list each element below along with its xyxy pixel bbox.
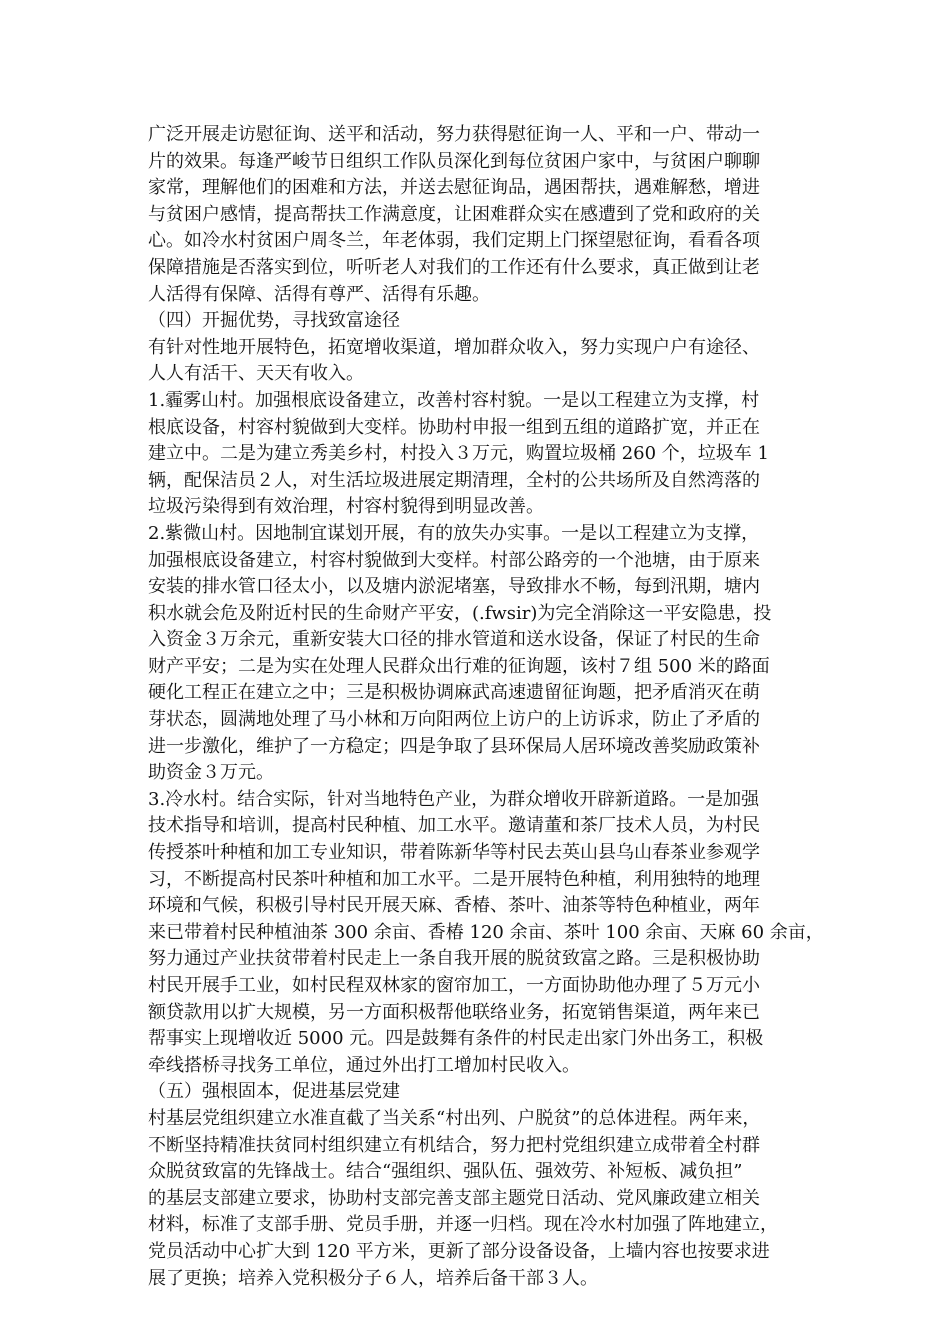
text-line: 与贫困户感情，提高帮扶工作满意度，让困难群众实在感遭到了党和政府的关 — [148, 203, 760, 225]
text-line: 来已带着村民种植油茶 300 余亩、香椿 120 余亩、茶叶 100 余亩、天麻 60 余亩， — [148, 921, 824, 943]
text-line: 垃圾污染得到有效治理，村容村貌得到明显改善。 — [148, 496, 544, 518]
text-line: 积水就会危及附近村民的生命财产平安，(.fwsir)为完全消除这一平安隐患，投 — [148, 602, 772, 624]
text-line: 根底设备，村容村貌做到大变样。协助村申报一组到五组的道路扩宽，并正在 — [148, 416, 760, 438]
text-line: 保障措施是否落实到位，听听老人对我们的工作还有什么要求，真正做到让老 — [148, 256, 760, 278]
text-line: 入资金３万余元，重新安装大口径的排水管道和送水设备，保证了村民的生命 — [148, 629, 760, 651]
text-line: 安装的排水管口径太小，以及塘内淤泥堵塞，导致排水不畅，每到汛期，塘内 — [148, 576, 760, 598]
text-line: 财产平安；二是为实在处理人民群众出行难的征询题，该村７组 500 米的路面 — [148, 655, 770, 677]
text-line: （四）开掘优势，寻找致富途径 — [148, 310, 400, 332]
text-line: 村基层党组织建立水准直截了当关系“村出列、户脱贫”的总体进程。两年来， — [148, 1107, 761, 1129]
text-line: 习，不断提高村民茶叶种植和加工水平。二是开展特色种植，利用独特的地理 — [148, 868, 760, 890]
text-line: 众脱贫致富的先锋战士。结合“强组织、强队伍、强效劳、补短板、减负担” — [148, 1161, 743, 1183]
text-line: 心。如冷水村贫困户周冬兰，年老体弱，我们定期上门探望慰征询，看看各项 — [148, 230, 760, 252]
text-line: 1.霾雾山村。加强根底设备建立，改善村容村貌。一是以工程建立为支撑，村 — [148, 389, 760, 411]
text-line: 人人有活干、天天有收入。 — [148, 363, 364, 385]
text-line: 环境和气候，积极引导村民开展天麻、香椿、茶叶、油茶等特色种植业，两年 — [148, 895, 760, 917]
text-line: 建立中。二是为建立秀美乡村，村投入３万元，购置垃圾桶 260 个，垃圾车 1 — [148, 443, 769, 465]
text-line: 努力通过产业扶贫带着村民走上一条自我开展的脱贫致富之路。三是积极协助 — [148, 948, 760, 970]
text-line: 广泛开展走访慰征询、送平和活动，努力获得慰征询一人、平和一户、带动一 — [148, 124, 760, 145]
text-line: 片的效果。每逢严峻节日组织工作队员深化到每位贫困户家中，与贫困户聊聊 — [148, 150, 760, 172]
text-line: （五）强根固本，促进基层党建 — [148, 1081, 400, 1103]
text-line: 帮事实上现增收近 5000 元。四是鼓舞有条件的村民走出家门外出务工，积极 — [148, 1028, 764, 1050]
text-line: 加强根底设备建立，村容村貌做到大变样。村部公路旁的一个池塘，由于原来 — [148, 549, 760, 571]
text-line: 家常，理解他们的困难和方法，并送去慰征询品，遇困帮扶，遇难解愁，增进 — [148, 177, 760, 199]
text-line: 有针对性地开展特色，拓宽增收渠道，增加群众收入，努力实现户户有途径、 — [148, 336, 760, 358]
text-line: 2.紫微山村。因地制宜谋划开展，有的放失办实事。一是以工程建立为支撑， — [148, 522, 760, 544]
text-line: 材料，标准了支部手册、党员手册，并逐一归档。现在冷水村加强了阵地建立， — [148, 1214, 778, 1236]
text-line: 额贷款用以扩大规模，另一方面积极帮他联络业务，拓宽销售渠道，两年来已 — [148, 1001, 760, 1023]
text-line: 村民开展手工业，如村民程双林家的窗帘加工，一方面协助他办理了５万元小 — [148, 975, 760, 996]
text-line: 的基层支部建立要求，协助村支部完善支部主题党日活动、党风廉政建立相关 — [148, 1187, 760, 1209]
text-line: 展了更换；培养入党积极分子６人，培养后备干部３人。 — [148, 1267, 598, 1289]
text-line: 硬化工程正在建立之中；三是积极协调麻武高速遗留征询题，把矛盾消灭在萌 — [148, 682, 760, 704]
text-line: 助资金３万元。 — [148, 762, 274, 784]
text-line: 芽状态，圆满地处理了马小林和万向阳两位上访户的上访诉求，防止了矛盾的 — [148, 709, 760, 731]
text-line: 人活得有保障、活得有尊严、活得有乐趣。 — [148, 283, 490, 305]
text-line: 进一步激化，维护了一方稳定；四是争取了县环保局人居环境改善奖励政策补 — [148, 735, 760, 757]
text-line: 辆，配保洁员２人，对生活垃圾进展定期清理，全村的公共场所及自然湾落的 — [148, 469, 760, 491]
text-line: 不断坚持精准扶贫同村组织建立有机结合，努力把村党组织建立成带着全村群 — [148, 1134, 760, 1156]
document-body — [148, 122, 824, 1292]
text-line: 党员活动中心扩大到 120 平方米，更新了部分设备设备，上墙内容也按要求进 — [148, 1240, 770, 1262]
text-line: 牵线搭桥寻找务工单位，通过外出打工增加村民收入。 — [148, 1054, 580, 1076]
text-line: 3.冷水村。结合实际，针对当地特色产业，为群众增收开辟新道路。一是加强 — [148, 788, 760, 810]
text-line: 传授茶叶种植和加工专业知识，带着陈新华等村民去英山县乌山春茶业参观学 — [148, 842, 760, 864]
text-line: 技术指导和培训，提高村民种植、加工水平。邀请董和茶厂技术人员，为村民 — [148, 815, 760, 837]
